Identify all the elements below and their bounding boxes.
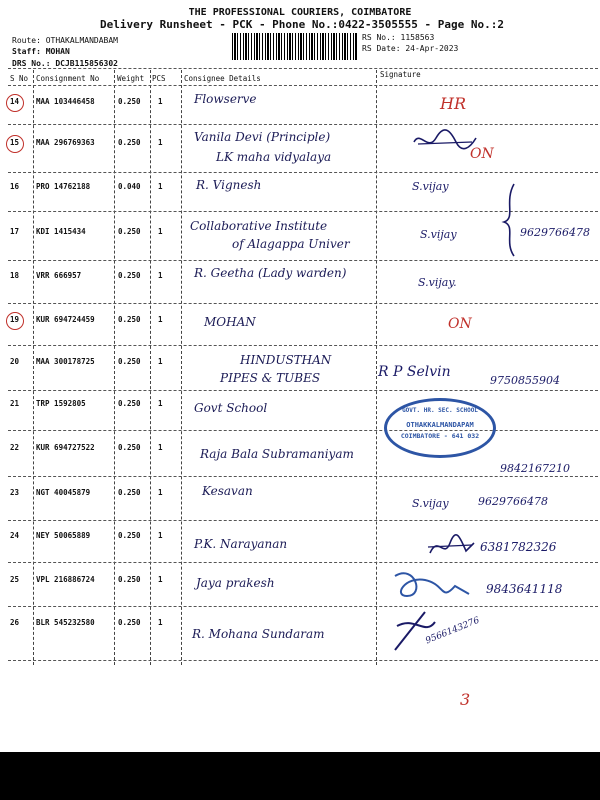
- staff-line: [12, 47, 70, 56]
- staff-value: MOHAN: [45, 47, 70, 56]
- row-consignment: VPL 216886724: [36, 575, 95, 584]
- row-sno: 24: [10, 531, 20, 540]
- row-signature: 9842167210: [500, 462, 570, 475]
- sheet-title: Delivery Runsheet - PCK - Phone No.:0422-3505555 - Page No.:2: [100, 18, 504, 31]
- row-consignee: Raja Bala Subramaniyam: [200, 447, 354, 461]
- stamp-line3: COIMBATORE - 641 032: [400, 432, 480, 440]
- row-sno: 23: [10, 488, 20, 497]
- grid-hline: [8, 606, 598, 607]
- route-label: Route:: [12, 36, 41, 45]
- row-weight: 0.250: [118, 488, 141, 497]
- row-consignment: VRR 666957: [36, 271, 82, 280]
- row-sno: 25: [10, 575, 20, 584]
- row-sno: 19: [10, 315, 20, 324]
- grid-hline: [8, 476, 598, 477]
- row-sno: 20: [10, 357, 20, 366]
- grid-hline: [8, 260, 598, 261]
- grid-vline: [114, 70, 115, 665]
- row-consignee: Govt School: [194, 401, 268, 415]
- signature-scribble: [410, 126, 480, 154]
- row-pcs: 1: [158, 531, 163, 540]
- grid-vline: [150, 70, 151, 665]
- row-pcs: 1: [158, 182, 163, 191]
- drs-line: [12, 59, 118, 68]
- grid-hline: [8, 660, 598, 661]
- row-sno: 18: [10, 271, 20, 280]
- grid-hline: [8, 85, 598, 86]
- col-pcs: PCS: [152, 74, 166, 83]
- row-consignee: P.K. Narayanan: [194, 537, 288, 551]
- row-consignee-line2: of Alagappa Univer: [232, 237, 350, 251]
- row-signature: R P Selvin: [378, 364, 451, 380]
- row-consignee: HINDUSTHAN: [240, 353, 332, 367]
- row-consignee: Kesavan: [202, 484, 253, 498]
- col-sno: S No: [10, 74, 29, 83]
- page-mark: 3: [460, 690, 471, 709]
- row-weight: 0.250: [118, 271, 141, 280]
- row-consignment: KUR 694727522: [36, 443, 95, 452]
- row-consignee: R. Mohana Sundaram: [192, 627, 325, 641]
- row-sno: 17: [10, 227, 20, 236]
- row-weight: 0.250: [118, 315, 141, 324]
- row-consignment: BLR 545232580: [36, 618, 95, 627]
- scan-border: [0, 752, 600, 800]
- row-consignment: PRO 14762188: [36, 182, 91, 191]
- grid-hline: [8, 345, 598, 346]
- row-consignment: KDI 1415434: [36, 227, 86, 236]
- row-signature-phone: 9629766478: [478, 495, 548, 508]
- rs-date-line: [362, 44, 458, 53]
- row-signature: 9566143276: [424, 615, 482, 647]
- rs-no-line: [362, 33, 434, 42]
- row-weight: 0.040: [118, 182, 141, 191]
- row-pcs: 1: [158, 575, 163, 584]
- row-sno: 16: [10, 182, 20, 191]
- row-consignment: KUR 694724459: [36, 315, 95, 324]
- drs-value: DCJB115856302: [55, 59, 118, 68]
- row-consignment: MAA 300178725: [36, 357, 95, 366]
- signature-brace: [500, 182, 520, 258]
- stamp-line1: GOVT. HR. SEC. SCHOOL: [402, 407, 478, 414]
- row-weight: 0.250: [118, 575, 141, 584]
- staff-label: Staff:: [12, 47, 41, 56]
- row-sno: 14: [10, 97, 20, 106]
- row-signature: S.vijay.: [418, 276, 457, 289]
- row-consignee: Collaborative Institute: [190, 219, 328, 233]
- row-signature: ON: [470, 146, 494, 162]
- signature-scribble: [426, 533, 478, 561]
- grid-hline: [8, 430, 598, 431]
- row-consignee: R. Vignesh: [196, 178, 262, 192]
- row-signature-phone: 9750855904: [490, 374, 560, 387]
- row-weight: 0.250: [118, 138, 141, 147]
- row-signature: HR: [440, 94, 466, 113]
- row-pcs: 1: [158, 97, 163, 106]
- row-sno: 26: [10, 618, 20, 627]
- row-sno: 15: [10, 138, 20, 147]
- row-pcs: 1: [158, 315, 163, 324]
- row-signature: ON: [448, 316, 472, 332]
- row-weight: 0.250: [118, 443, 141, 452]
- company-name: THE PROFESSIONAL COURIERS, COIMBATORE: [188, 7, 412, 18]
- rs-date-label: RS Date:: [362, 44, 401, 53]
- row-pcs: 1: [158, 488, 163, 497]
- signature-scribble: [385, 566, 481, 656]
- row-pcs: 1: [158, 227, 163, 236]
- row-pcs: 1: [158, 271, 163, 280]
- row-sno: 22: [10, 443, 20, 452]
- row-weight: 0.250: [118, 357, 141, 366]
- row-weight: 0.250: [118, 227, 141, 236]
- row-consignee-line2: LK maha vidyalaya: [216, 150, 332, 164]
- rs-no-label: RS No.:: [362, 33, 396, 42]
- row-signature: S.vijay: [412, 497, 449, 510]
- row-pcs: 1: [158, 357, 163, 366]
- grid-hline: [8, 68, 598, 69]
- row-consignee: R. Geetha (Lady warden): [194, 266, 347, 280]
- row-consignment: NGT 40045879: [36, 488, 91, 497]
- row-signature: 6381782326: [480, 540, 557, 554]
- row-signature: 9843641118: [486, 582, 563, 596]
- grid-vline: [181, 70, 182, 665]
- row-signature: S.vijay: [412, 180, 449, 193]
- row-pcs: 1: [158, 443, 163, 452]
- grid-hline: [8, 390, 598, 391]
- col-consignment: Consignment No: [36, 74, 100, 83]
- route-line: [12, 36, 118, 45]
- row-consignee: Jaya prakesh: [196, 576, 275, 590]
- barcode-image: [232, 33, 357, 60]
- row-weight: 0.250: [118, 531, 141, 540]
- row-consignee: Flowserve: [194, 92, 257, 106]
- col-details: Consignee Details: [184, 74, 261, 83]
- row-sno: 21: [10, 399, 20, 408]
- route-value: OTHAKALMANDABAM: [45, 36, 118, 45]
- row-pcs: 1: [158, 618, 163, 627]
- rs-no-value: 1158563: [400, 33, 435, 42]
- grid-hline: [8, 303, 598, 304]
- row-signature-phone: 9629766478: [520, 226, 590, 239]
- col-signature: Signature: [380, 70, 421, 79]
- row-pcs: 1: [158, 138, 163, 147]
- row-consignee: Vanila Devi (Principle): [194, 130, 331, 144]
- row-signature: S.vijay: [420, 228, 457, 241]
- grid-hline: [8, 124, 598, 125]
- stamp-line2: OTHAKKALMANDAPAM: [406, 421, 474, 429]
- grid-hline: [8, 562, 598, 563]
- row-weight: 0.250: [118, 97, 141, 106]
- school-stamp: [384, 398, 496, 458]
- rs-date-value: 24-Apr-2023: [405, 44, 459, 53]
- grid-vline: [33, 70, 34, 665]
- drs-label: DRS No.:: [12, 59, 51, 68]
- grid-hline: [8, 172, 598, 173]
- row-weight: 0.250: [118, 618, 141, 627]
- row-consignee: MOHAN: [204, 315, 256, 329]
- row-pcs: 1: [158, 399, 163, 408]
- row-consignment: TRP 1592805: [36, 399, 86, 408]
- row-consignment: NEY 50065889: [36, 531, 91, 540]
- col-weight: Weight: [117, 74, 145, 83]
- row-consignment: MAA 103446458: [36, 97, 95, 106]
- row-weight: 0.250: [118, 399, 141, 408]
- grid-vline: [376, 70, 377, 665]
- row-consignee-line2: PIPES & TUBES: [220, 371, 321, 385]
- row-consignment: MAA 296769363: [36, 138, 95, 147]
- grid-hline: [8, 520, 598, 521]
